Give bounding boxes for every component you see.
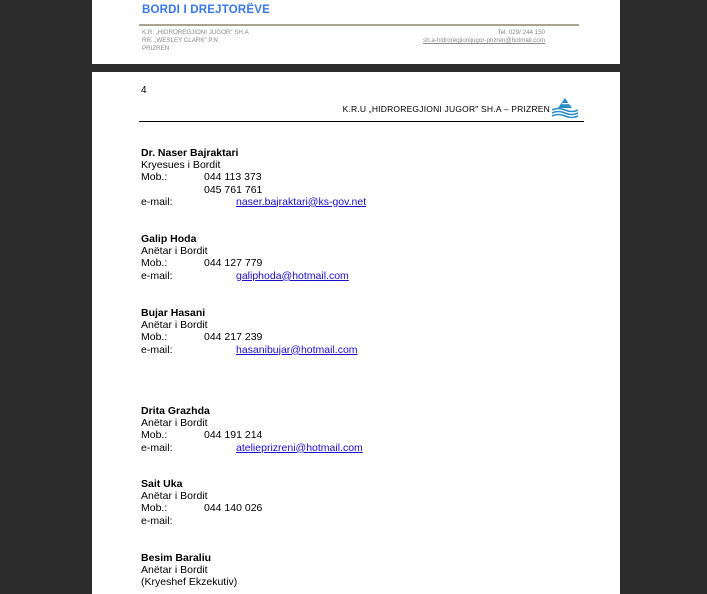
header-rule bbox=[139, 121, 584, 122]
document-page bbox=[92, 72, 620, 594]
member-role: Anëtar i Bordit bbox=[141, 319, 208, 332]
member-name: Besim Baraliu bbox=[141, 552, 212, 564]
email-label: e-mail: bbox=[141, 195, 173, 208]
member-phone: 044 217 239 bbox=[204, 331, 263, 344]
member-email-link[interactable]: hasanibujar@hotmail.com bbox=[236, 343, 358, 356]
email-label: e-mail: bbox=[141, 343, 173, 356]
board-member bbox=[141, 405, 363, 454]
member-name: Bujar Hasani bbox=[141, 307, 206, 319]
email-label: e-mail: bbox=[141, 441, 173, 454]
board-member bbox=[141, 478, 263, 527]
mob-label: Mob.: bbox=[141, 171, 168, 184]
member-phone: 044 191 214 bbox=[204, 429, 263, 442]
member-name: Galip Hoda bbox=[141, 233, 197, 245]
member-email-link[interactable]: naser.bajraktari@ks-gov.net bbox=[236, 195, 367, 208]
company-header: K.R.U „HIDROREGJIONI JUGOR" SH.A – PRIZREN bbox=[342, 104, 550, 114]
footer-address-1: K.R. „HIDROREGJIONI JUGOR" SH.A bbox=[142, 29, 249, 36]
member-role: Anëtar i Bordit bbox=[141, 417, 208, 430]
member-role: Anëtar i Bordit bbox=[141, 490, 208, 503]
footer-address-3: PRIZREN bbox=[142, 45, 170, 52]
member-email-link[interactable]: galiphoda@hotmail.com bbox=[236, 269, 349, 282]
member-role: Kryesues i Bordit bbox=[141, 159, 221, 172]
member-phone: 044 127 779 bbox=[204, 257, 263, 270]
member-name: Dr. Naser Bajraktari bbox=[141, 147, 239, 159]
mob-label: Mob.: bbox=[141, 331, 168, 344]
email-label: e-mail: bbox=[141, 269, 173, 282]
member-name: Drita Grazhda bbox=[141, 405, 210, 417]
board-title: BORDI I DREJTORËVE bbox=[142, 4, 270, 16]
email-label: e-mail: bbox=[141, 514, 173, 527]
member-name: Sait Uka bbox=[141, 478, 183, 490]
header-divider bbox=[139, 24, 579, 26]
board-member bbox=[141, 307, 358, 356]
footer-email-wrap bbox=[423, 37, 545, 45]
member-role: Anëtar i Bordit bbox=[141, 564, 208, 577]
previous-page bbox=[92, 0, 620, 64]
mob-label: Mob.: bbox=[141, 502, 168, 515]
member-phone: 044 140 026 bbox=[204, 502, 263, 515]
board-member bbox=[141, 147, 367, 208]
page-number: 4 bbox=[141, 85, 147, 96]
company-logo-icon bbox=[550, 96, 580, 118]
board-member bbox=[141, 552, 237, 589]
member-role: Anëtar i Bordit bbox=[141, 245, 208, 258]
mob-label: Mob.: bbox=[141, 257, 168, 270]
mob-label: Mob.: bbox=[141, 429, 168, 442]
member-phone: 044 113 373 bbox=[204, 171, 262, 184]
member-note: (Kryeshef Ekzekutiv) bbox=[141, 576, 238, 589]
footer-phone: Tel: 029/ 244 150 bbox=[497, 29, 545, 36]
board-member bbox=[141, 233, 349, 282]
footer-address-2: RR. „WESLEY CLARK" P.N bbox=[142, 37, 218, 44]
member-email-link[interactable]: atelieprizreni@hotmail.com bbox=[236, 441, 363, 454]
member-phone: 045 761 761 bbox=[204, 183, 263, 196]
footer-email-link[interactable]: sh.a-hidroregjionijugor-prizren@hotmail.com bbox=[423, 37, 545, 44]
